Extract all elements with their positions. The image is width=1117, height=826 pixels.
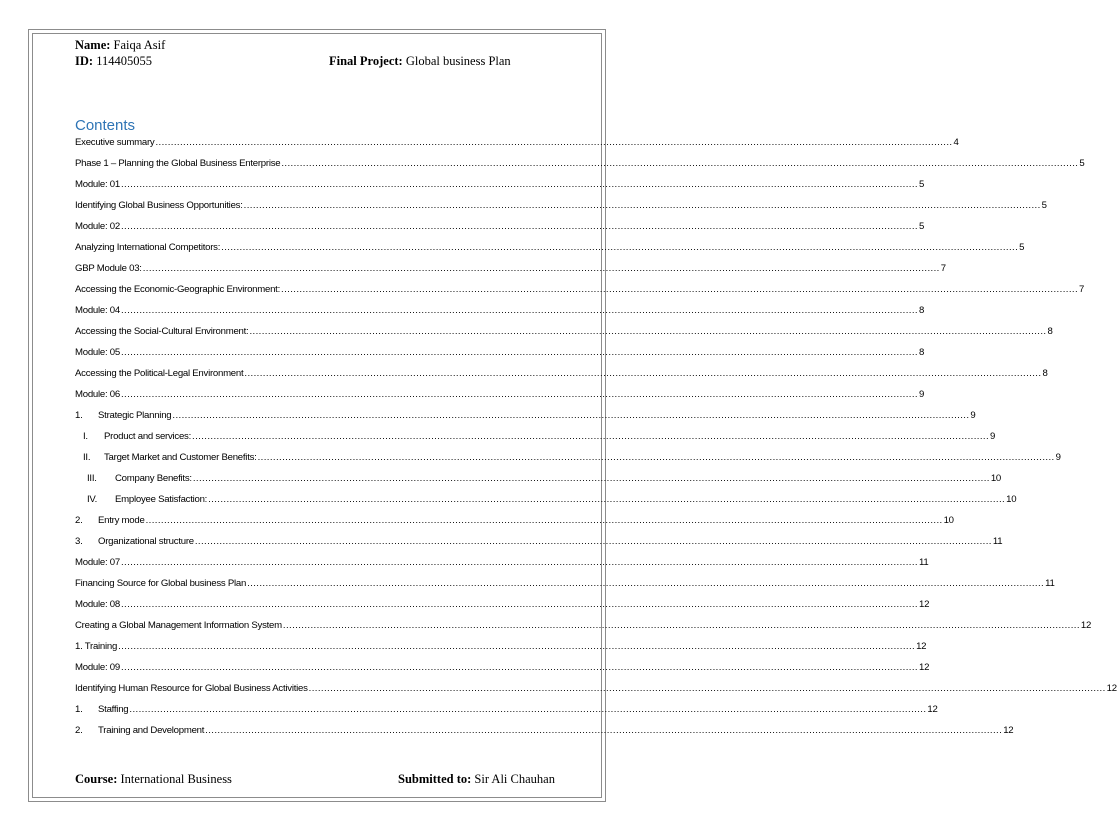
toc-dot-leader: ....................................................................................................................................................................................................................................................................	[282, 620, 1080, 631]
toc-entry[interactable]	[75, 573, 1055, 594]
toc-entry-label	[75, 216, 120, 237]
toc-entry-page: 10	[1006, 494, 1017, 505]
toc-entry-page: 5	[919, 179, 925, 190]
toc-entry-label	[75, 573, 246, 594]
toc-entry-title: Module: 08	[75, 599, 120, 610]
toc-entry[interactable]	[75, 237, 1025, 258]
toc-dot-leader: ....................................................................................................................................................................................................................................................................	[208, 494, 1006, 505]
toc-dot-leader: ....................................................................................................................................................................................................................................................................	[192, 473, 990, 484]
toc-entry-title: Executive summary	[75, 137, 155, 148]
toc-entry-label	[75, 468, 192, 489]
toc-entry[interactable]	[75, 195, 1047, 216]
toc-entry-label	[75, 384, 120, 405]
toc-entry-label	[75, 300, 120, 321]
id-project-line	[75, 53, 575, 69]
toc-entry-page: 12	[1080, 620, 1092, 631]
toc-entry-title: Financing Source for Global business Plan	[75, 578, 247, 589]
toc-entry[interactable]	[75, 489, 1017, 510]
toc-dot-leader: ....................................................................................................................................................................................................................................................................	[243, 200, 1041, 211]
toc-entry-title: 1. Training	[75, 641, 118, 652]
toc-dot-leader: ....................................................................................................................................................................................................................................................................	[120, 389, 918, 400]
toc-entry[interactable]	[75, 342, 925, 363]
toc-entry-number: 3.	[75, 536, 83, 547]
toc-entry[interactable]	[75, 531, 1003, 552]
toc-entry-label	[75, 426, 191, 447]
toc-entry[interactable]	[75, 720, 1014, 741]
toc-entry-title: Product and services:	[104, 431, 192, 442]
toc-entry-title: Identifying Global Business Opportunities:	[75, 200, 243, 211]
toc-entry-page: 12	[919, 599, 930, 610]
toc-entry-label	[75, 594, 120, 615]
toc-dot-leader: ....................................................................................................................................................................................................................................................................	[145, 515, 943, 526]
toc-entry-title: Module: 09	[75, 662, 120, 673]
toc-entry[interactable]	[75, 279, 1085, 300]
toc-dot-leader: ....................................................................................................................................................................................................................................................................	[192, 431, 990, 442]
table-of-contents	[75, 132, 1117, 741]
toc-entry-title: Module: 04	[75, 305, 120, 316]
toc-entry-label	[75, 489, 207, 510]
toc-entry[interactable]	[75, 300, 925, 321]
toc-entry-number: II.	[83, 452, 91, 463]
toc-entry-title: Identifying Human Resource for Global Business Activities	[75, 683, 308, 694]
toc-entry-title: Module: 02	[75, 221, 120, 232]
toc-dot-leader: ....................................................................................................................................................................................................................................................................	[120, 662, 918, 673]
toc-dot-leader: ....................................................................................................................................................................................................................................................................	[172, 410, 970, 421]
toc-entry-title: Accessing the Political-Legal Environment	[75, 368, 244, 379]
toc-entry-label	[75, 447, 257, 468]
toc-dot-leader: ....................................................................................................................................................................................................................................................................	[281, 284, 1079, 295]
toc-entry[interactable]	[75, 174, 925, 195]
toc-dot-leader: ....................................................................................................................................................................................................................................................................	[281, 158, 1079, 169]
toc-entry-page: 5	[1079, 158, 1085, 169]
toc-entry-number: IV.	[87, 494, 98, 505]
toc-entry-page: 8	[919, 305, 925, 316]
toc-dot-leader: ....................................................................................................................................................................................................................................................................	[120, 347, 918, 358]
toc-entry[interactable]	[75, 615, 1092, 636]
toc-entry-page: 8	[1042, 368, 1048, 379]
toc-entry-title: Organizational structure	[98, 536, 194, 547]
toc-entry-page: 7	[1079, 284, 1085, 295]
toc-entry-label	[75, 174, 120, 195]
toc-entry-label	[75, 636, 117, 657]
name-value: Faiqa Asif	[113, 38, 166, 52]
toc-dot-leader: ....................................................................................................................................................................................................................................................................	[120, 221, 918, 232]
toc-entry-label	[75, 657, 120, 678]
toc-entry-number: I.	[83, 431, 88, 442]
toc-entry-label	[75, 132, 154, 153]
toc-dot-leader: ....................................................................................................................................................................................................................................................................	[247, 578, 1045, 589]
toc-entry-number: 1.	[75, 410, 83, 421]
toc-entry-label	[75, 699, 128, 720]
toc-entry-label	[75, 615, 282, 636]
toc-entry-label	[75, 531, 194, 552]
toc-dot-leader: ....................................................................................................................................................................................................................................................................	[194, 536, 992, 547]
toc-dot-leader: ....................................................................................................................................................................................................................................................................	[257, 452, 1055, 463]
toc-entry-page: 9	[970, 410, 976, 421]
toc-entry[interactable]	[75, 657, 930, 678]
toc-entry-label	[75, 510, 145, 531]
toc-entry[interactable]	[75, 216, 925, 237]
toc-entry-title: Phase 1 – Planning the Global Business Enterprise	[75, 158, 281, 169]
submitted-value: Sir Ali Chauhan	[474, 772, 555, 786]
toc-dot-leader: ....................................................................................................................................................................................................................................................................	[205, 725, 1003, 736]
toc-entry[interactable]	[75, 426, 996, 447]
toc-dot-leader: ....................................................................................................................................................................................................................................................................	[155, 137, 953, 148]
toc-entry[interactable]	[75, 153, 1085, 174]
id-label: ID:	[75, 54, 94, 68]
toc-entry-page: 9	[990, 431, 996, 442]
toc-entry-label	[75, 678, 308, 699]
toc-entry-page: 12	[927, 704, 938, 715]
toc-entry-page: 12	[919, 662, 930, 673]
toc-entry-title: Staffing	[98, 704, 129, 715]
toc-entry-title: GBP Module 03:	[75, 263, 142, 274]
toc-entry-label	[75, 321, 248, 342]
toc-entry-label	[75, 720, 204, 741]
toc-entry-page: 5	[919, 221, 925, 232]
submitted-label: Submitted to:	[398, 772, 472, 786]
toc-dot-leader: ....................................................................................................................................................................................................................................................................	[120, 557, 918, 568]
toc-entry-page: 10	[943, 515, 954, 526]
toc-entry-title: Accessing the Social-Cultural Environment:	[75, 326, 249, 337]
toc-entry[interactable]	[75, 510, 954, 531]
contents-heading: Contents	[75, 117, 136, 134]
course-label: Course:	[75, 772, 118, 786]
toc-entry-page: 8	[919, 347, 925, 358]
toc-entry-number: 2.	[75, 725, 83, 736]
document-header	[75, 37, 575, 69]
toc-entry[interactable]	[75, 678, 1117, 699]
toc-entry-page: 10	[990, 473, 1002, 484]
toc-entry-number: III.	[87, 473, 97, 484]
document-footer	[75, 772, 570, 788]
toc-entry-page: 5	[1041, 200, 1047, 211]
toc-entry[interactable]	[75, 552, 929, 573]
toc-entry-page: 4	[953, 137, 959, 148]
toc-entry-title: Employee Satisfaction:	[115, 494, 208, 505]
toc-entry-title: Accessing the Economic-Geographic Environment:	[75, 284, 280, 295]
course-value: International Business	[120, 772, 232, 786]
toc-entry[interactable]	[75, 321, 1053, 342]
toc-entry[interactable]	[75, 258, 946, 279]
name-line	[75, 37, 575, 53]
toc-entry[interactable]	[75, 636, 927, 657]
project-info	[329, 53, 511, 69]
toc-entry[interactable]	[75, 468, 1002, 489]
toc-entry-number: 1.	[75, 704, 83, 715]
toc-entry-label	[75, 195, 243, 216]
toc-entry-page: 11	[992, 536, 1003, 547]
toc-dot-leader: ....................................................................................................................................................................................................................................................................	[244, 368, 1042, 379]
toc-entry-label	[75, 258, 142, 279]
toc-entry-title: Company Benefits:	[115, 473, 192, 484]
toc-entry-title: Creating a Global Management Information System	[75, 620, 282, 631]
toc-entry-title: Module: 06	[75, 389, 120, 400]
toc-entry-title: Module: 01	[75, 179, 120, 190]
toc-entry-page: 12	[1003, 725, 1014, 736]
toc-dot-leader: ....................................................................................................................................................................................................................................................................	[308, 683, 1106, 694]
toc-entry-page: 7	[940, 263, 946, 274]
toc-entry-page: 11	[1045, 578, 1055, 589]
submitted-info	[398, 772, 555, 787]
toc-entry-page: 11	[919, 557, 929, 568]
toc-entry-label	[75, 237, 220, 258]
toc-dot-leader: ....................................................................................................................................................................................................................................................................	[120, 305, 918, 316]
toc-entry-title: Target Market and Customer Benefits:	[104, 452, 257, 463]
toc-entry[interactable]	[75, 405, 976, 426]
toc-entry-page: 12	[916, 641, 927, 652]
toc-dot-leader: ....................................................................................................................................................................................................................................................................	[120, 599, 918, 610]
toc-entry-title: Module: 07	[75, 557, 120, 568]
toc-dot-leader: ....................................................................................................................................................................................................................................................................	[120, 179, 918, 190]
toc-dot-leader: ....................................................................................................................................................................................................................................................................	[142, 263, 940, 274]
toc-entry-page: 8	[1047, 326, 1053, 337]
toc-entry[interactable]	[75, 594, 930, 615]
toc-entry-number: 2.	[75, 515, 83, 526]
toc-entry[interactable]	[75, 132, 959, 153]
toc-entry-title: Entry mode	[98, 515, 145, 526]
toc-dot-leader: ....................................................................................................................................................................................................................................................................	[118, 641, 916, 652]
toc-entry-page: 9	[919, 389, 925, 400]
toc-entry-title: Analyzing International Competitors:	[75, 242, 221, 253]
toc-entry-title: Strategic Planning	[98, 410, 172, 421]
id-value: 114405055	[96, 54, 152, 68]
toc-dot-leader: ....................................................................................................................................................................................................................................................................	[221, 242, 1019, 253]
toc-entry[interactable]	[75, 384, 925, 405]
toc-dot-leader: ....................................................................................................................................................................................................................................................................	[129, 704, 927, 715]
toc-entry-label	[75, 153, 280, 174]
toc-dot-leader: ....................................................................................................................................................................................................................................................................	[249, 326, 1047, 337]
toc-entry-label	[75, 552, 120, 573]
toc-entry-label	[75, 405, 171, 426]
toc-entry-label	[75, 342, 120, 363]
project-value: Global business Plan	[405, 54, 511, 68]
toc-entry-page: 5	[1019, 242, 1025, 253]
toc-entry-page: 9	[1055, 452, 1061, 463]
toc-entry-title: Module: 05	[75, 347, 120, 358]
toc-entry-label	[75, 279, 280, 300]
toc-entry-title: Training and Development	[98, 725, 205, 736]
name-label: Name:	[75, 38, 111, 52]
project-label: Final Project:	[329, 54, 403, 68]
toc-entry-label	[75, 363, 243, 384]
toc-entry[interactable]	[75, 447, 1061, 468]
toc-entry[interactable]	[75, 699, 938, 720]
toc-entry-page: 12	[1106, 683, 1117, 694]
toc-entry[interactable]	[75, 363, 1048, 384]
